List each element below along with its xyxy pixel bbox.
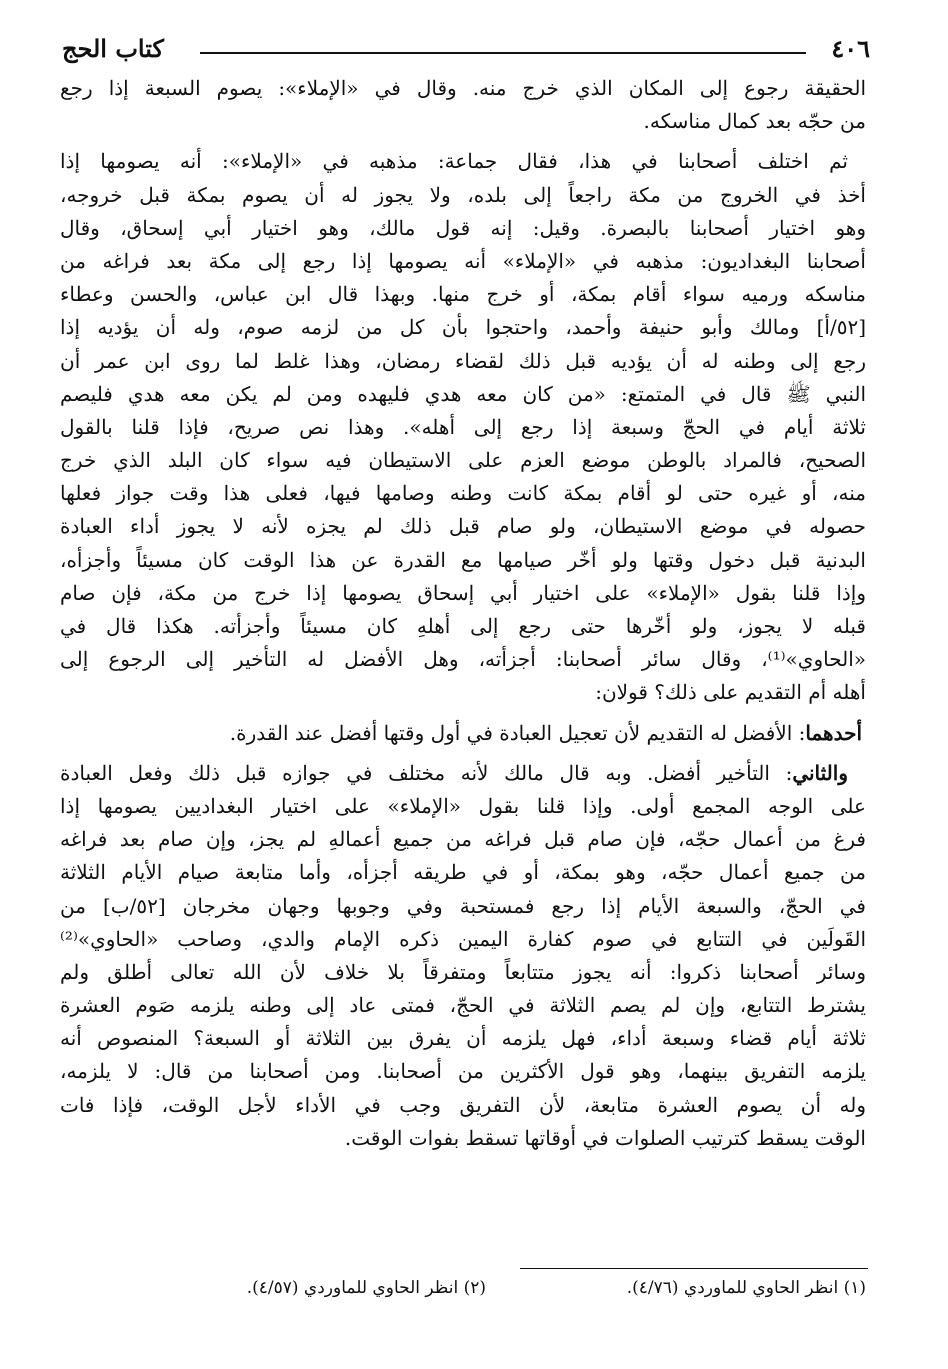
paragraph-gap (60, 138, 866, 145)
text-line: قبله لا يجوز، ولو أخّرها حتى رجع إلى أهلهِ كان مسيئاً وأجزأته. هكذا قال في (60, 614, 866, 638)
text-run: : الأفضل له التقديم لأن تعجيل العبادة في أول وقتها أفضل عند القدرة. (229, 720, 806, 745)
footnote-1: (١) انظر الحاوي للماوردي (٤/٧٦). (626, 1278, 866, 1298)
text-line: من جميع أعمال حجّه، وهو بمكة، أو في طريقه أجزأه، وأما متابعة صيام الأيام الثلاثة (60, 860, 866, 885)
text-line (60, 757, 866, 790)
text-line: البدنية قبل دخول وقتها ولو أخّر صيامها مع القدرة عن هذا الوقت كان مسيئاً وأجزأه، (60, 547, 866, 572)
footnote-rule (520, 1268, 868, 1269)
text-line: على الوجه المجمع أولى. وإذا قلنا بقول «الإملاء» على اختيار البغداديين يصومها إذا (60, 793, 866, 818)
text-line: مناسكه ورميه سواء أقام بمكة، أو خرج منها. وبهذا قال ابن عباس، والحسن وعطاء (60, 282, 866, 307)
book-title: كتاب الحج (62, 34, 164, 63)
text-line: وهو اختيار أصحابنا بالبصرة. وقيل: إنه قول مالك، وهو اختيار أبي إسحاق، وقال (60, 215, 866, 240)
text-line: الصحيح، فالمراد بالوطن موضع العزم على الاستيطان فيه سواء كان البلد الذي خرج (60, 448, 866, 473)
text-line: «الحاوي»⁽¹⁾، وقال سائر أصحابنا: أجزأته، وهل الأفضل له التأخير إلى الرجوع إلى (60, 647, 866, 672)
text-line: رجع إلى وطنه له أن يؤديه قبل ذلك لقضاء رمضان، وهذا غلط لما روى ابن عمر أن (60, 348, 866, 373)
text-line: يشترط التتابع، وإن لم يصم الثلاثة في الحجّ، فمتى عاد إلى وطنه يلزمه صَوم العشرة (60, 993, 866, 1018)
text-line: من حجّه بعد كمال مناسكه. (643, 109, 866, 134)
text-line: فرغ من أعمال حجّه، فإن صام قبل فراغه من جميع أعمالهِ لم يجز، وإن صام بعد فراغه (60, 827, 866, 852)
paragraph-lead: والثاني (792, 760, 848, 785)
text-line: ثلاثة أيام قضاء وسبعة أداء، فهل يلزمه أن يفرق بين الثلاثة أو السبعة؟ المنصوص أنه (60, 1026, 866, 1051)
body-text (60, 72, 866, 1155)
text-line: ثم اختلف أصحابنا في هذا، فقال جماعة: مذهبه في «الإملاء»: أنه يصومها إذا (60, 149, 848, 174)
text-line: في الحجّ، والسبعة الأيام إذا رجع فمستحبة وفي وجوبها وجهان مخرجان [٥٢/ب] من (60, 893, 866, 918)
text-line: حصوله في موضع الاستيطان، ولو صام قبل ذلك لم يجزه لأنه لا يجوز أداء العبادة (60, 514, 866, 539)
paragraph-gap (60, 710, 866, 717)
text-line: الوقت يسقط كترتيب الصلوات في أوقاتها تسقط بفوات الوقت. (344, 1125, 866, 1150)
text-line: النبي ﷺ قال في المتمتع: «من كان معه هدي فليهده ومن لم يكن معه هدي فليصم (60, 381, 866, 406)
header-rule (200, 52, 806, 54)
text-line: وسائر أصحابنا ذكروا: أنه يجوز متتابعاً ومتفرقاً بلا خلاف لأن الله تعالى أطلق ولم (60, 959, 866, 984)
footnote-2: (٢) انظر الحاوي للماوردي (٤/٥٧). (246, 1278, 486, 1298)
text-line: أصحابنا البغداديون: مذهبه في «الإملاء» أنه يصومها إذا رجع إلى مكة بعد فراغه من (60, 248, 866, 273)
text-line: وإذا قلنا بقول «الإملاء» على اختيار أبي إسحاق يصومها إذا خرج من مكة، فإن صام (60, 580, 866, 605)
paragraph-gap (60, 750, 866, 757)
text-line (60, 717, 866, 750)
text-run: : التأخير أفضل. وبه قال مالك لأنه مختلف في جوازه قبل ذلك وفعل العبادة (60, 760, 793, 785)
text-line: يلزمه التفريق بينهما، وهو قول الأكثرين من أصحابنا. ومن أصحابنا من قال: لا يلزمه، (60, 1059, 866, 1084)
text-line: أهله أم التقديم على ذلك؟ قولان: (595, 680, 866, 705)
text-line: القَولَين في التتابع في صوم كفارة اليمين ذكره الإمام والدي، وصاحب «الحاوي»⁽²⁾ (60, 926, 866, 951)
text-line: أخذ في الخروج من مكة راجعاً إلى بلده، ولا يجوز له أن يصوم بمكة قبل خروجه، (60, 182, 866, 207)
running-header (62, 30, 870, 70)
footnotes (200, 1278, 866, 1308)
text-line: ثلاثة أيام في الحجّ وسبعة إذا رجع إلى أهله». وهذا نص صريح، فإذا قلنا بالقول (60, 414, 866, 439)
text-line: الحقيقة رجوع إلى المكان الذي خرج منه. وقال في «الإملاء»: يصوم السبعة إذا رجع (60, 76, 866, 100)
page-number: ٤٠٦ (831, 34, 870, 63)
paragraph-lead: أحدهما (805, 720, 862, 745)
text-line: [٥٢/أ] ومالك وأبو حنيفة وأحمد، واحتجوا بأن كل من لزمه صوم، وله أن يؤديه إذا (60, 315, 866, 340)
text-line: وله أن يصوم العشرة متابعة، لأن التفريق وجب في الأداء لأجل الوقت، فإذا فات (60, 1092, 866, 1117)
text-line: منه، أو غيره حتى لو أقام بمكة كانت وطنه وصامها فيها، فعلى هذا وقت جواز فعلها (60, 481, 866, 506)
